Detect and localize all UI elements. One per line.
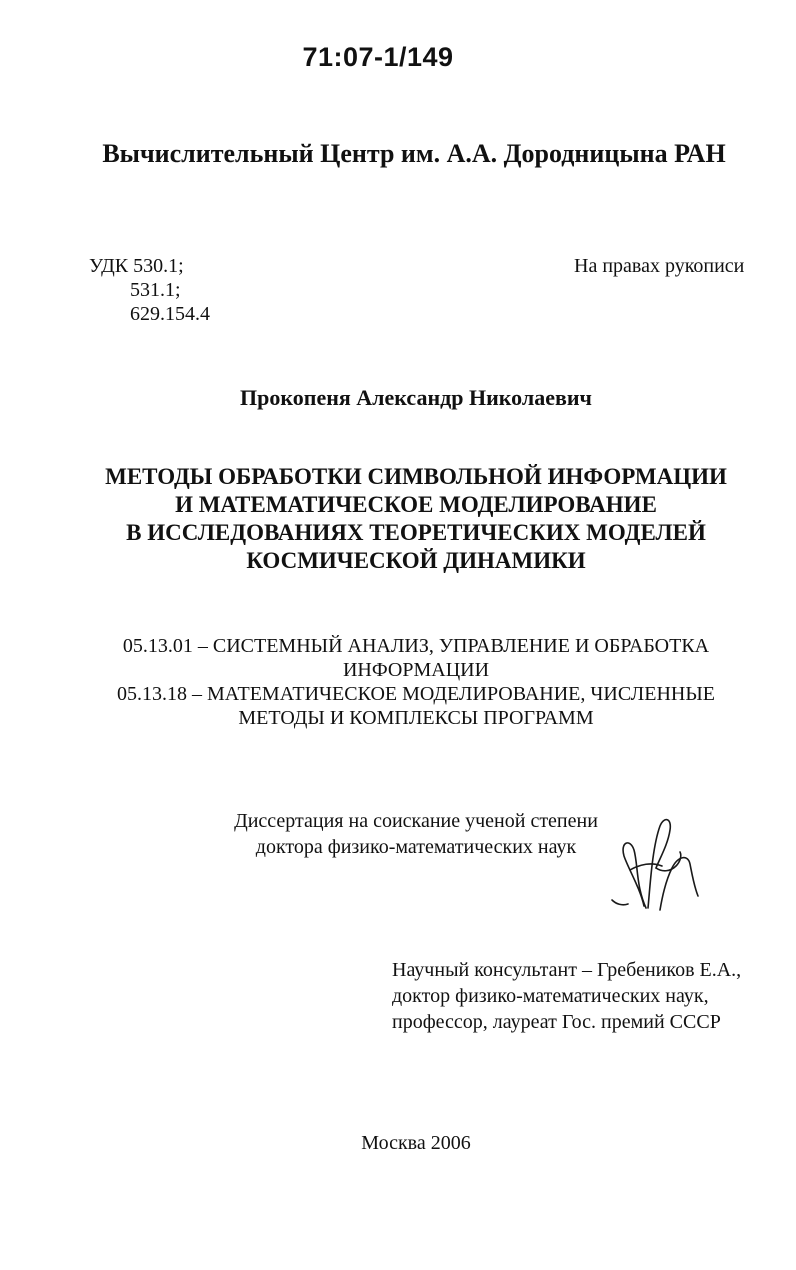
scientific-consultant [392, 957, 741, 1035]
udc-label: УДК 530.1; [89, 255, 184, 277]
institution-name: Вычислительный Центр им. А.А. Дородницына РАН [102, 139, 726, 168]
city-year: Москва 2006 [361, 1132, 471, 1154]
degree-line: Диссертация на соискание ученой степени [234, 810, 598, 832]
signature-image [600, 808, 710, 918]
degree-line: доктора физико-математических наук [255, 836, 577, 858]
title-line: КОСМИЧЕСКОЙ ДИНАМИКИ [246, 548, 586, 573]
catalog-number: 71:07-1/149 [302, 42, 454, 72]
author-name: Прокопеня Александр Николаевич [240, 385, 592, 410]
udc-code: 629.154.4 [130, 303, 210, 325]
specialty-line: ИНФОРМАЦИИ [342, 659, 490, 681]
specialty-codes [0, 634, 796, 730]
title-line: МЕТОДЫ ОБРАБОТКИ СИМВОЛЬНОЙ ИНФОРМАЦИИ [105, 464, 727, 489]
udc-code: 531.1; [130, 279, 181, 301]
consultant-line: профессор, лауреат Гос. премий СССР [392, 1011, 721, 1033]
title-line: В ИССЛЕДОВАНИЯХ ТЕОРЕТИЧЕСКИХ МОДЕЛЕЙ [126, 520, 706, 545]
title-line: И МАТЕМАТИЧЕСКОЕ МОДЕЛИРОВАНИЕ [175, 492, 657, 517]
rights-note: На правах рукописи [574, 255, 745, 277]
udc-block [89, 254, 210, 326]
degree-statement [226, 808, 606, 860]
specialty-line: МЕТОДЫ И КОМПЛЕКСЫ ПРОГРАММ [238, 707, 594, 729]
consultant-line: доктор физико-математических наук, [392, 985, 709, 1007]
specialty-line: 05.13.18 – МАТЕМАТИЧЕСКОЕ МОДЕЛИРОВАНИЕ, ЧИСЛЕННЫЕ [117, 683, 715, 705]
specialty-line: 05.13.01 – СИСТЕМНЫЙ АНАЛИЗ, УПРАВЛЕНИЕ И ОБРАБОТКА [122, 635, 710, 657]
dissertation-title [0, 463, 796, 575]
consultant-line: Научный консультант – Гребеников Е.А., [392, 959, 742, 981]
